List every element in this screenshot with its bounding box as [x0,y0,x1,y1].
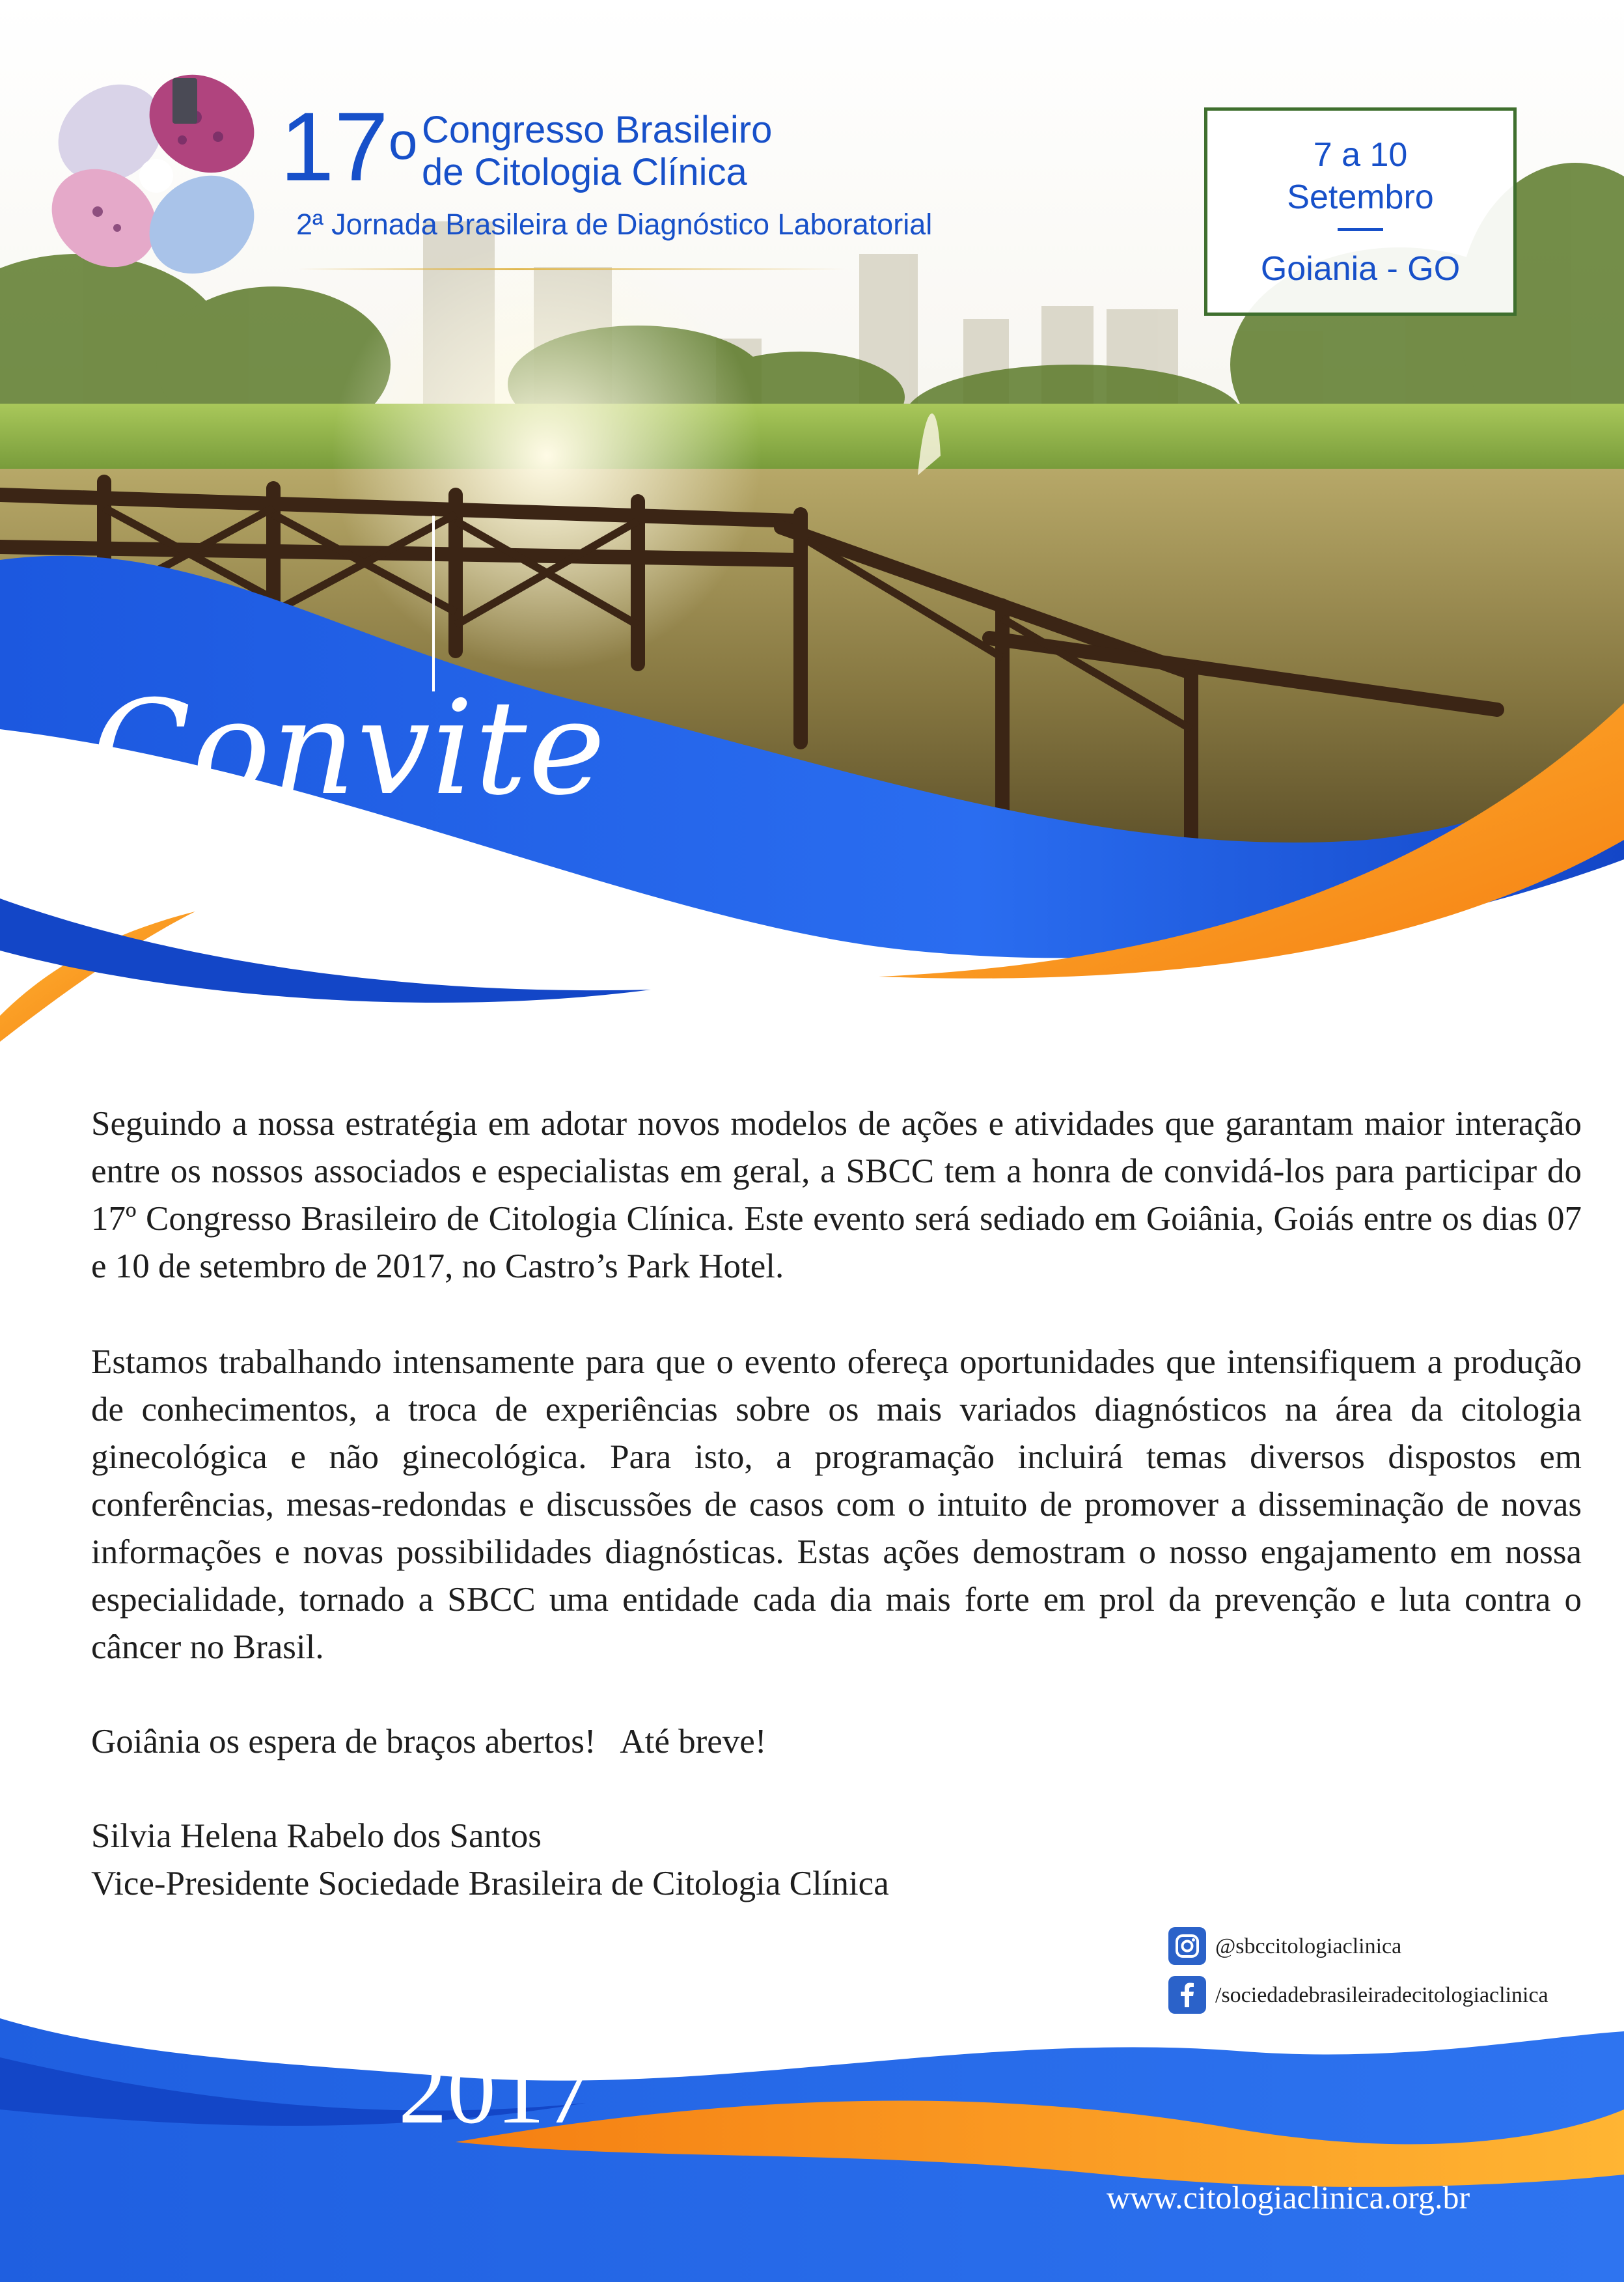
event-month: Setembro [1287,178,1434,216]
signer-title: Vice-Presidente Sociedade Brasileira de Citologia Clínica [91,1865,889,1902]
letter-paragraph-2: Estamos trabalhando intensamente para que o evento ofereça oportunidades que intensifiquem a produção de conhecimentos, a troca de experiências sobre os mais variados diagnósticos na área da citologia ginecológica e não ginecológica. Para isto, a programação incluirá temas diversos dispostos em conferências, mesas-redondas e discussões de casos com o intuito de promover a disseminação de novas informações e novas possibilidades diagnósticas. Estas ações demostram o nosso engajamento em nossa especialidade, tornado a SBCC uma entidade cada dia mais forte em prol da prevenção e luta contra o câncer no Brasil. [91,1343,1582,1666]
website-link[interactable]: www.citologiaclinica.org.br [1107,2179,1470,2216]
congress-title-line1: Congresso Brasileiro [422,109,773,151]
instagram-icon [1168,1927,1206,1965]
invitation-letter [91,1100,1582,1908]
letter-closing: Goiânia os espera de braços abertos! Até breve! [91,1723,767,1760]
footer-waves [0,1979,1624,2282]
footer-year: 2017 [398,2036,594,2144]
vertical-divider [432,516,435,691]
event-date-box [1204,107,1517,316]
instagram-handle[interactable]: @sbccitologiaclinica [1215,1934,1402,1958]
edition-ordinal: o [388,112,418,170]
facebook-page[interactable]: /sociedadebrasileiradecitologiaclinica [1215,1983,1548,2007]
letter-paragraph-1: Seguindo a nossa estratégia em adotar novos modelos de ações e atividades que garantam maior interação entre os nossos associados e especialistas em geral, a SBCC tem a honra de convidá-los para participar do 17º Congresso Brasileiro de Citologia Clínica. Este evento será sediado em Goiânia, Goiás entre os dias 07 e 10 de setembro de 2017, no Castro’s Park Hotel. [91,1105,1582,1285]
event-dates: 7 a 10 [1313,136,1408,174]
instagram-handle-row[interactable] [1168,1927,1611,1968]
header-divider [298,268,845,270]
edition-number [280,92,418,201]
signer-name: Silvia Helena Rabelo dos Santos [91,1817,542,1855]
congress-logo [39,72,280,286]
event-location: Goiania - GO [1260,250,1461,288]
invite-heading: Convite [91,673,607,824]
edition-digits: 17 [280,92,389,201]
date-separator [1338,228,1383,231]
congress-subtitle: 2ª Jornada Brasileira de Diagnóstico Laboratorial [296,208,933,241]
congress-title-line2: de Citologia Clínica [422,151,747,193]
